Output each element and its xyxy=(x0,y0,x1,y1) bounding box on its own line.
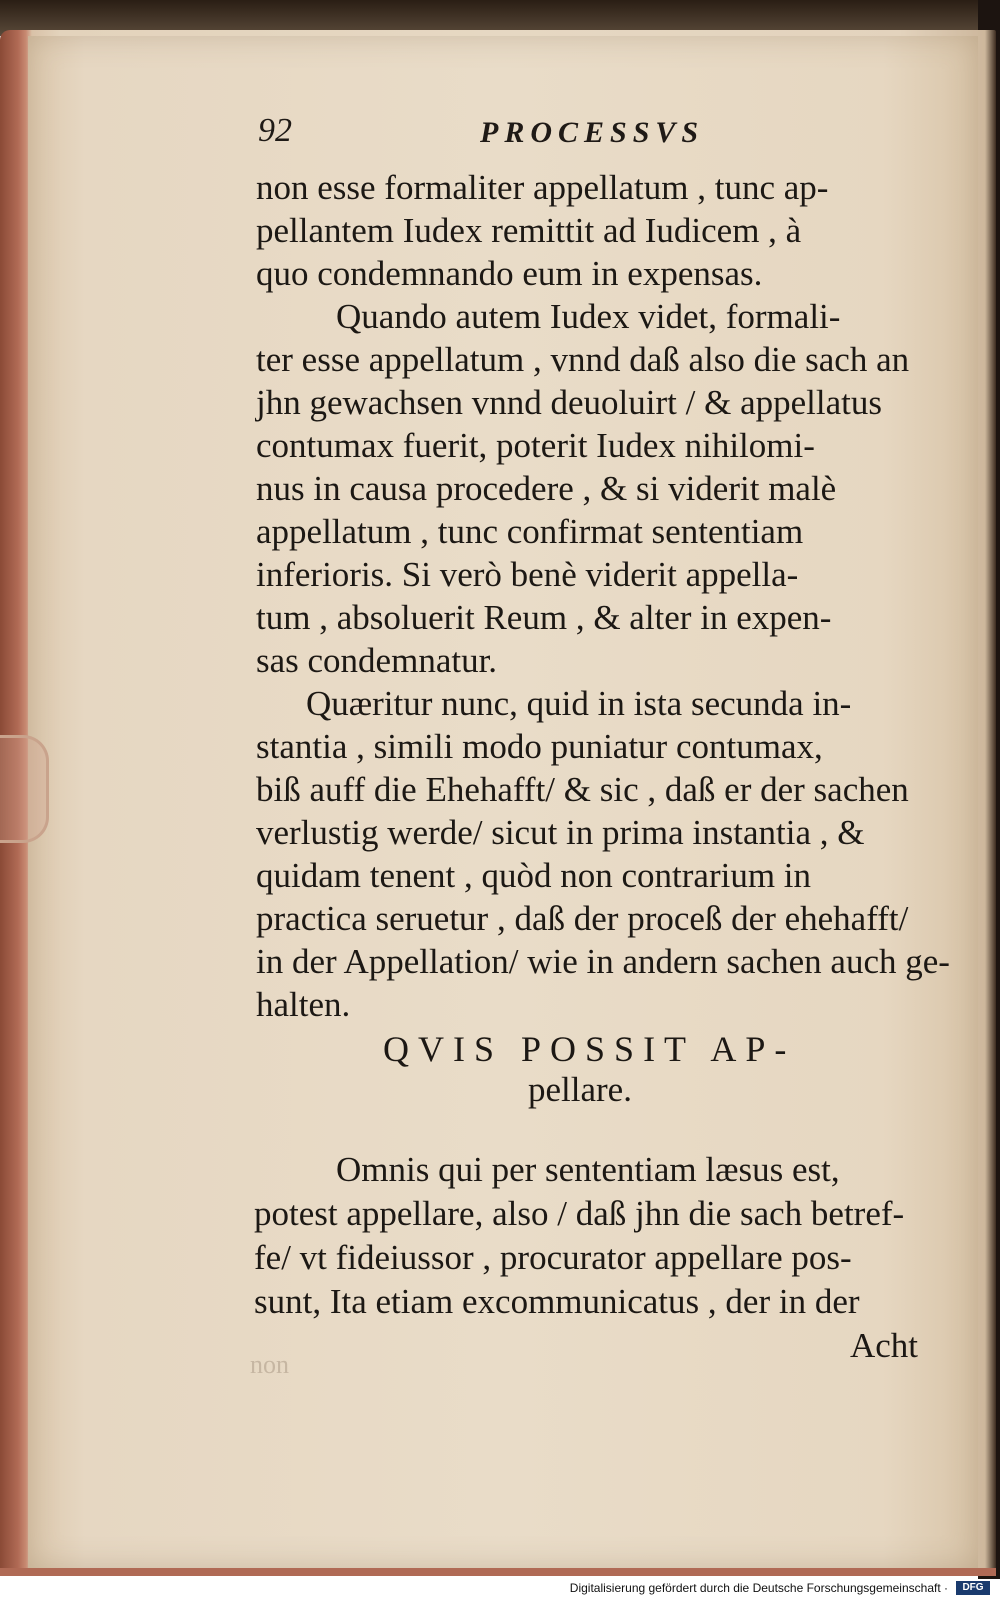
body-line: quo condemnando eum in expensas. xyxy=(256,254,763,293)
body-line: appellatum , tunc confirmat sententiam xyxy=(256,512,804,551)
body-line: ter esse appellatum , vnnd daß also die sach an xyxy=(256,340,910,379)
body-line: jhn gewachsen vnnd deuoluirt / & appellatus xyxy=(256,383,882,422)
section-line: Omnis qui per sententiam læsus est, xyxy=(336,1150,840,1189)
body-line: nus in causa procedere , & si viderit malè xyxy=(256,469,837,508)
page-number: 92 xyxy=(258,112,292,149)
running-head xyxy=(258,112,758,152)
body-line: sas condemnatur. xyxy=(256,641,498,680)
section-line: sunt, Ita etiam excommunicatus , der in der xyxy=(254,1282,860,1321)
section-subheading: pellare. xyxy=(528,1070,632,1109)
catchword: Acht xyxy=(850,1326,919,1365)
body-line: practica seruetur , daß der proceß der ehehafft/ xyxy=(256,899,909,938)
body-line: pellantem Iudex remittit ad Iudicem , à xyxy=(256,211,802,250)
book-bottom-edge xyxy=(0,1568,996,1576)
body-line: halten. xyxy=(256,985,351,1024)
body-line: non esse formaliter appellatum , tunc ap- xyxy=(256,168,829,207)
body-line: verlustig werde/ sicut in prima instantia , & xyxy=(256,813,865,852)
body-line: quidam tenent , quòd non contrarium in xyxy=(256,856,812,895)
book-clip xyxy=(0,735,49,843)
body-line: in der Appellation/ wie in andern sachen auch ge- xyxy=(256,942,950,981)
body-line: Quando autem Iudex videt, formali- xyxy=(336,297,841,336)
footer-credit: Digitalisierung gefördert durch die Deutsche Forschungsgemeinschaft · xyxy=(569,1581,948,1595)
footer-bar xyxy=(0,1579,1000,1599)
dfg-logo: DFG xyxy=(956,1581,990,1595)
body-line: stantia , simili modo puniatur contumax, xyxy=(256,727,823,766)
body-line: Quæritur nunc, quid in ista secunda in- xyxy=(306,684,852,723)
section-heading: QVIS POSSIT AP- xyxy=(383,1029,796,1069)
body-line: tum , absoluerit Reum , & alter in expen- xyxy=(256,598,832,637)
body-line: inferioris. Si verò benè viderit appella- xyxy=(256,555,799,594)
bleed-through-text: non xyxy=(250,1350,289,1379)
body-line: biß auff die Ehehafft/ & sic , daß er der sachen xyxy=(256,770,909,809)
body-line: contumax fuerit, poterit Iudex nihilomi- xyxy=(256,426,815,465)
section-line: potest appellare, also / daß jhn die sach betref- xyxy=(254,1194,905,1233)
section-line: fe/ vt fideiussor , procurator appellare pos- xyxy=(254,1238,852,1277)
running-title: PROCESSVS xyxy=(480,116,705,149)
